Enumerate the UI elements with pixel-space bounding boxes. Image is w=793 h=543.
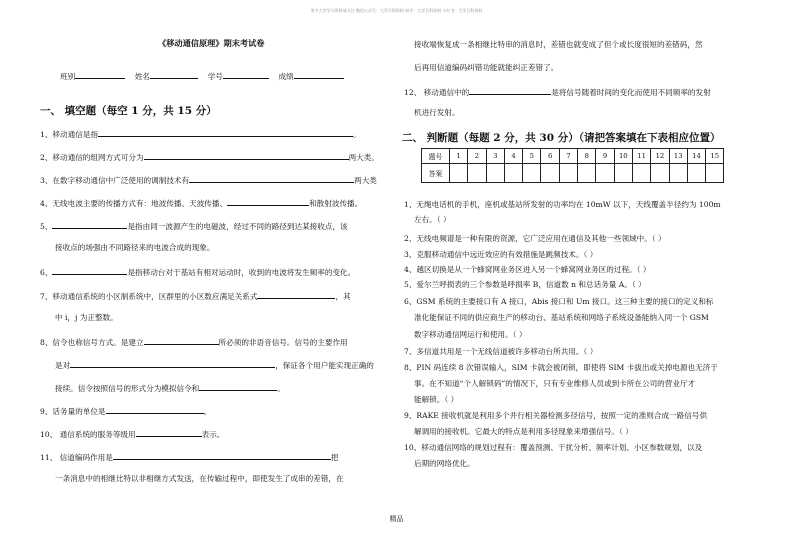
judge-q10: 10、移动通信网络的规划过程有：覆盖预测、干扰分析、频率计划、小区参数规划，以及 <box>404 443 703 452</box>
fill-q5-cont: 接收点的场强由不同路径来的电波合成的现象。 <box>55 243 215 252</box>
fill-blank[interactable] <box>469 86 551 95</box>
answer-cell[interactable] <box>504 164 522 183</box>
exam-title: 《移动通信原理》期末考试卷 <box>158 38 265 48</box>
answer-cell[interactable] <box>687 164 705 183</box>
judge-q1: 1、无绳电话机的手机，座机或基站所发射的功率均在 10mW 以下，天线覆盖半径约为 100m <box>404 200 721 209</box>
fill-q3: 3、在数字移动通信中广泛使用的调制技术有 两大类 <box>40 176 377 185</box>
answer-cell[interactable] <box>632 164 650 183</box>
fill-blank[interactable] <box>227 197 309 206</box>
table-cell: 5 <box>523 149 541 164</box>
answer-cell[interactable] <box>468 164 486 183</box>
judge-q2: 2、无线电频谱是一种有限的资源，它广泛应用在通信及其他一些领域中。（ ） <box>404 234 666 243</box>
answer-cell[interactable] <box>669 164 687 183</box>
score-field[interactable] <box>294 70 344 79</box>
table-cell: 15 <box>706 149 724 164</box>
judge-q10-cont: 后期的网络优化。 <box>414 459 475 468</box>
answer-cell[interactable] <box>578 164 596 183</box>
class-field[interactable] <box>75 70 125 79</box>
fill-blank[interactable] <box>70 359 275 368</box>
judge-q9: 9、RAKE 接收机就是利用多个并行相关器检测多径信号，按照一定的准则合成一路信号供 <box>404 411 708 420</box>
fill-q7-cont: 中 i，j 为正整数。 <box>55 313 118 322</box>
fill-blank[interactable] <box>144 336 219 345</box>
answer-cell[interactable] <box>596 164 614 183</box>
row-label-number: 题号 <box>422 149 450 164</box>
fill-q1: 1、移动通信是指 。 <box>40 130 361 139</box>
fill-blank[interactable] <box>106 405 204 414</box>
class-label: 班别 <box>60 72 76 81</box>
fill-q12-cont: 机进行发射。 <box>414 108 460 117</box>
table-row <box>422 164 724 183</box>
table-cell: 7 <box>559 149 577 164</box>
judge-q9-cont: 解调用的接收机。它最大的特点是利用多径现象来增强信号。（ ） <box>414 427 633 436</box>
fill-q8-cont2: 接续。信令按照信号的形式分为模拟信令和 。 <box>55 384 285 393</box>
q11-cont-line2: 后再用信道编码纠错功能就能纠正差错了。 <box>414 63 559 72</box>
table-cell: 10 <box>614 149 632 164</box>
fill-q9: 9、话务量的单位是 。 <box>40 407 212 416</box>
judge-q7: 7、多信道共用是一个无线信道被许多移动台所共用。（ ） <box>404 347 598 356</box>
judge-q6: 6、GSM 系统的主要接口有 A 接口，Abis 接口和 Um 接口。这三种主要的接口的定义和标 <box>404 297 714 306</box>
judge-q8-cont: 事。在不知道“个人解锁码”的情况下，只有专业维修人员或到卡所在公司的营业厅才 <box>414 379 696 388</box>
table-row <box>422 149 724 164</box>
row-label-answer: 答案 <box>422 164 450 183</box>
score-label: 成绩 <box>278 72 294 81</box>
answer-table <box>421 148 724 183</box>
answer-cell[interactable] <box>541 164 559 183</box>
q11-cont-line1: 接收端恢复成一条相继比特串的消息时，差错也就变成了但个或长度很短的差错码，然 <box>414 40 703 49</box>
table-cell: 6 <box>541 149 559 164</box>
table-cell: 4 <box>504 149 522 164</box>
fill-blank[interactable] <box>113 451 331 460</box>
table-cell: 8 <box>578 149 596 164</box>
judge-q1-cont: 左右。（ ） <box>414 215 451 224</box>
fill-q7: 7、移动通信系统的小区制系统中，区群里的小区数应满足关系式 ，其 <box>40 292 351 301</box>
fill-q4: 4、无线电波主要的传播方式有：地波传播、天波传播、 和散射波传播。 <box>40 199 363 208</box>
answer-cell[interactable] <box>450 164 468 183</box>
fill-q6: 6、 是指移动台对于基站有相对运动时，收到的电波将发生频率的变化。 <box>40 268 356 277</box>
fill-blank[interactable] <box>98 128 353 137</box>
judge-q5: 5、爱尔兰呼损表的三个参数是呼损率 B，信道数 n 和总话务量 A。（ ） <box>404 280 646 289</box>
answer-cell[interactable] <box>523 164 541 183</box>
judge-q8: 8、PIN 码连续 8 次错误输入，SIM 卡就会被闭锁，即使将 SIM 卡拔出或关掉电源也无济于 <box>404 363 718 372</box>
answer-cell[interactable] <box>706 164 724 183</box>
answer-cell[interactable] <box>651 164 669 183</box>
fill-blank[interactable] <box>199 382 277 391</box>
table-cell: 3 <box>486 149 504 164</box>
fill-blank[interactable] <box>52 220 127 229</box>
table-cell: 13 <box>669 149 687 164</box>
table-cell: 9 <box>596 149 614 164</box>
fill-blank[interactable] <box>144 151 349 160</box>
id-field[interactable] <box>223 70 269 79</box>
table-cell: 12 <box>651 149 669 164</box>
fill-blank[interactable] <box>136 428 202 437</box>
section1-heading: 一、 填空题（每空 1 分，共 15 分） <box>40 105 217 117</box>
fill-q12: 12、 移动通信中的 是将信号随着时间的变化而使用不同频率的发射 <box>404 88 711 97</box>
table-cell: 2 <box>468 149 486 164</box>
name-label: 姓名 <box>134 72 151 81</box>
fill-q10: 10、 通信系统的服务等级用 表示。 <box>40 430 225 439</box>
section2-heading: 二、 判断题（每题 2 分，共 30 分）（请把答案填在下表相应位置） <box>402 132 721 144</box>
name-field[interactable] <box>150 70 198 79</box>
fill-q8: 8、信令也称信号方式。是建立 所必须的非语音信号。信号的主要作用 <box>40 338 348 347</box>
judge-q6-cont: 准化能保证不同的供应商生产的移动台、基站系统和网络子系统设备能纳入同一个 GSM <box>414 313 709 322</box>
fill-blank[interactable] <box>189 174 354 183</box>
fill-q2: 2、移动通信的组网方式可分为 两大类。 <box>40 153 379 162</box>
answer-cell[interactable] <box>559 164 577 183</box>
id-label: 学号 <box>207 72 223 81</box>
judge-q8-cont2: 能解锁。（ ） <box>414 395 459 404</box>
table-cell: 14 <box>687 149 705 164</box>
page-footer: 精品 <box>389 515 404 523</box>
answer-cell[interactable] <box>486 164 504 183</box>
fill-blank[interactable] <box>52 266 127 275</box>
page-header: 更多大学学习资料请关注 微信公众号：大学百科资料 知乎：大学百科资料 小红书：大学百科资料 <box>310 8 483 13</box>
judge-q3: 3、克服移动通信中远近效应的有效措施是跳频技术。（ ） <box>404 250 598 259</box>
fill-q11: 11、 信道编码作用是 把 <box>40 453 339 462</box>
table-cell: 11 <box>632 149 650 164</box>
fill-q11-cont: 一条消息中的相继比特以非相继方式发送，在传输过程中，即使发生了成串的差错，在 <box>55 474 344 483</box>
judge-q4: 4、越区切换是从一个蜂窝网业务区进入另一个蜂窝网业务区的过程。（ ） <box>404 265 651 274</box>
table-cell: 1 <box>450 149 468 164</box>
fill-q8-cont: 是对 ，保证各个用户能实现正确的 <box>55 361 374 370</box>
fill-q5: 5、 是指由同一波源产生的电磁波，经过不同的路径到达某接收点，该 <box>40 222 348 231</box>
answer-cell[interactable] <box>614 164 632 183</box>
fill-blank[interactable] <box>257 290 335 299</box>
info-row <box>60 70 344 82</box>
judge-q6-cont2: 数字移动通信网运行和使用。（ ） <box>414 330 527 339</box>
